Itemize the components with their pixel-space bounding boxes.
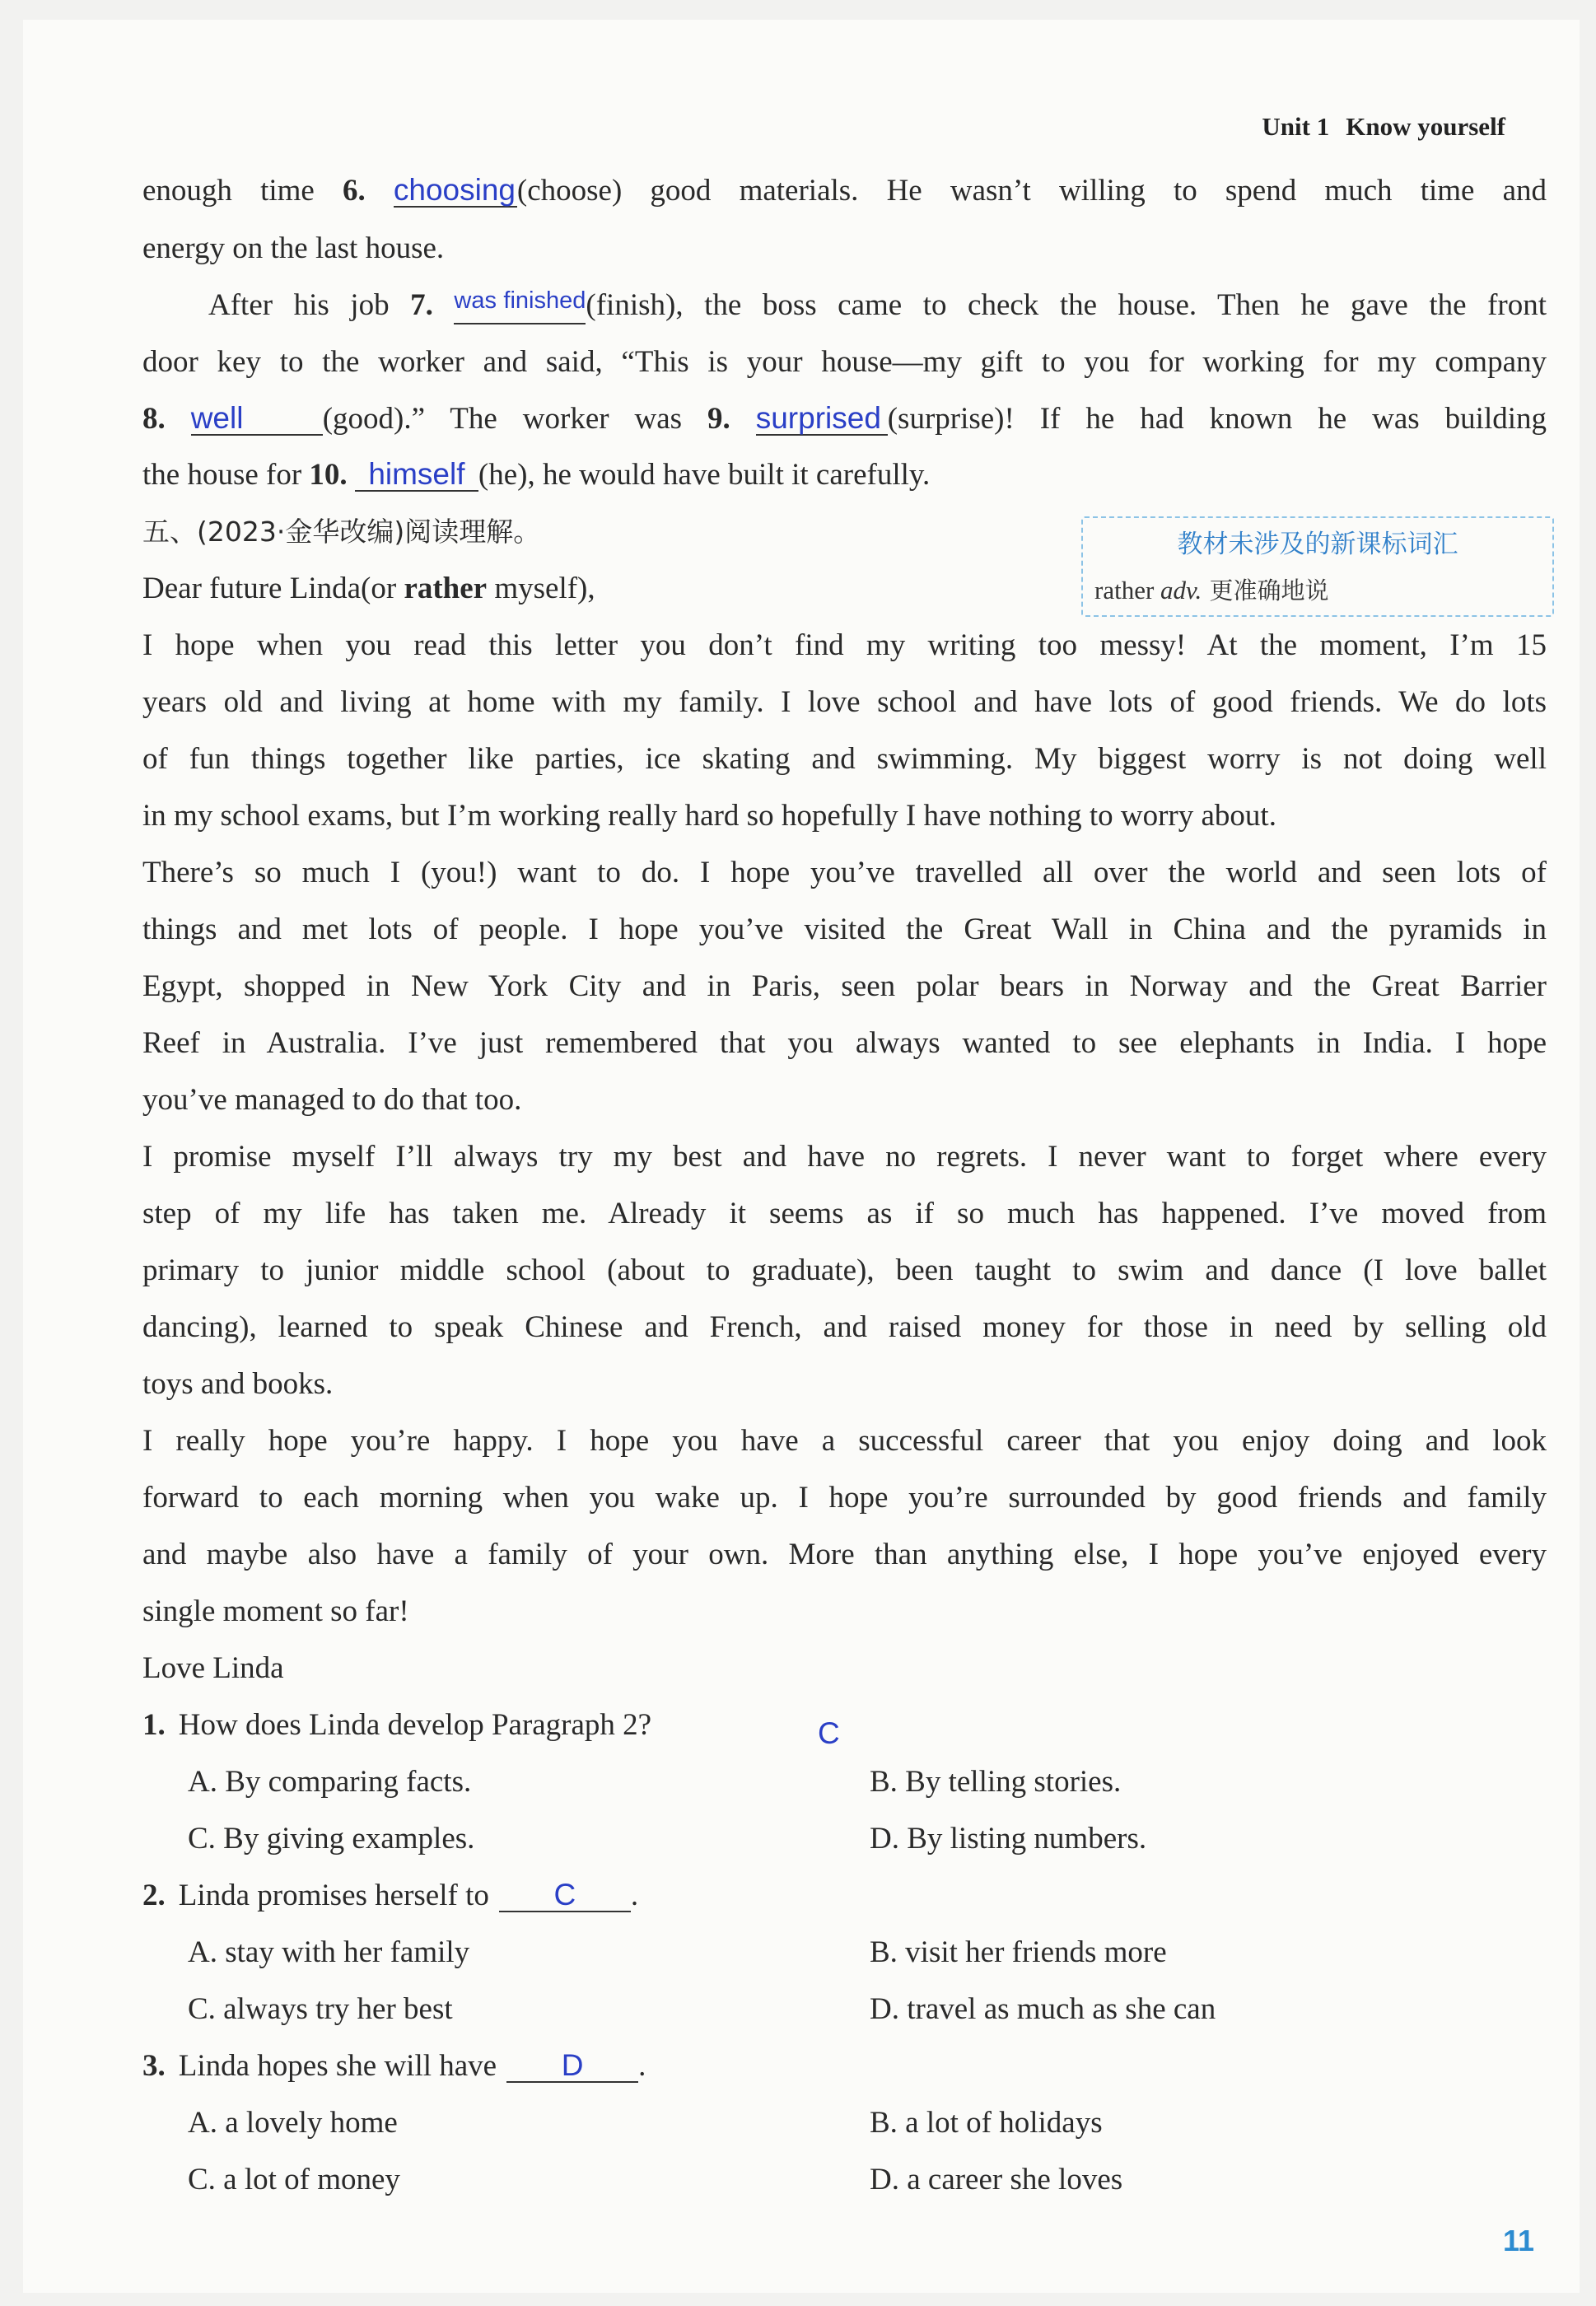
answer-blank-10[interactable]: himself	[355, 459, 478, 492]
vocabulary-entry: rather adv. 更准确地说	[1094, 576, 1329, 605]
letter-line: and maybe also have a family of your own. More than anything else, I hope you’ve enjoyed every	[142, 1538, 1547, 1571]
question-stem: 2. Linda promises herself to C .	[142, 1878, 639, 1912]
answer-option[interactable]: B. By telling stories.	[870, 1765, 1122, 1799]
passage-line: energy on the last house.	[142, 231, 445, 265]
question-stem: 3. Linda hopes she will have D .	[142, 2048, 646, 2083]
letter-line: Reef in Australia. I’ve just remembered that you always wanted to see elephants in India. I hope	[142, 1026, 1547, 1060]
workbook-page	[23, 20, 1580, 2293]
letter-line: I really hope you’re happy. I hope you have a successful career that you enjoy doing and look	[142, 1424, 1547, 1458]
answer-option[interactable]: C. By giving examples.	[188, 1822, 475, 1856]
answer-option[interactable]: A. By comparing facts.	[188, 1765, 472, 1799]
letter-line: dancing), learned to speak Chinese and French, and raised money for those in need by selling old	[142, 1310, 1547, 1344]
letter-line: Egypt, shopped in New York City and in Paris, seen polar bears in Norway and the Great Barrier	[142, 969, 1547, 1003]
answer-option[interactable]: B. visit her friends more	[870, 1935, 1167, 1969]
unit-header	[1245, 112, 1505, 142]
letter-line: toys and books.	[142, 1367, 334, 1401]
answer-blank[interactable]: C	[499, 1879, 631, 1912]
letter-line: I hope when you read this letter you don’t find my writing too messy! At the moment, I’m 15	[142, 628, 1547, 662]
answer-blank-9[interactable]: surprised	[756, 403, 888, 436]
letter-line: in my school exams, but I’m working really hard so hopefully I have nothing to worry about.	[142, 799, 1276, 833]
letter-line: There’s so much I (you!) want to do. I hope you’ve travelled all over the world and seen lots of	[142, 856, 1547, 889]
answer-option[interactable]: B. a lot of holidays	[870, 2106, 1103, 2140]
letter-line: primary to junior middle school (about to graduate), been taught to swim and dance (I love ballet	[142, 1253, 1547, 1287]
letter-salutation: Dear future Linda(or rather myself),	[142, 572, 595, 605]
answer-option[interactable]: D. travel as much as she can	[870, 1992, 1216, 2026]
answer-option[interactable]: A. stay with her family	[188, 1935, 470, 1969]
answer-blank[interactable]: D	[506, 2050, 638, 2083]
letter-line: of fun things together like parties, ice skating and swimming. My biggest worry is not doing well	[142, 742, 1547, 776]
section-heading: 五、(2023·金华改编)阅读理解。	[142, 516, 541, 548]
passage-line: enough time 6. choosing(choose) good materials. He wasn’t willing to spend much time and	[142, 173, 1547, 208]
letter-line: you’ve managed to do that too.	[142, 1083, 522, 1117]
vocabulary-box-title: 教材未涉及的新课标词汇	[1177, 530, 1458, 559]
answer-blank-7[interactable]: was finished	[454, 289, 586, 324]
page-number: 11	[1502, 2224, 1534, 2257]
passage-line: the house for 10. himself (he), he would have built it carefully.	[142, 457, 931, 492]
question-stem: 1. How does Linda develop Paragraph 2? C	[142, 1708, 840, 1750]
answer-option[interactable]: C. a lot of money	[188, 2163, 400, 2196]
passage-line: After his job 7. $^{was finished}$(finish), the boss came to check the house. Then he gave the front	[142, 287, 1547, 324]
answer-mark[interactable]: C	[818, 1716, 840, 1750]
letter-line: forward to each morning when you wake up. I hope you’re surrounded by good friends and family	[142, 1481, 1547, 1515]
unit-title: Know yourself	[1346, 112, 1505, 141]
passage-line: 8. well (good).” The worker was 9. surprised (surprise)! If he had known he was building	[142, 401, 1547, 436]
answer-option[interactable]: D. a career she loves	[870, 2163, 1123, 2196]
letter-line: years old and living at home with my family. I love school and have lots of good friends. We do lots	[142, 685, 1547, 719]
answer-blank-6[interactable]: choosing	[393, 173, 516, 207]
answer-option[interactable]: A. a lovely home	[188, 2106, 398, 2140]
answer-option[interactable]: D. By listing numbers.	[870, 1822, 1147, 1856]
letter-line: Love Linda	[142, 1651, 284, 1685]
answer-blank-8[interactable]: well	[191, 403, 323, 436]
passage-line: door key to the worker and said, “This is your house—my gift to you for working for my company	[142, 345, 1547, 379]
letter-line: step of my life has taken me. Already it seems as if so much has happened. I’ve moved from	[142, 1197, 1547, 1230]
vocabulary-box	[1081, 516, 1554, 617]
letter-line: I promise myself I’ll always try my best and have no regrets. I never want to forget where every	[142, 1140, 1547, 1174]
answer-option[interactable]: C. always try her best	[188, 1992, 453, 2026]
letter-line: single moment so far!	[142, 1594, 409, 1628]
letter-line: things and met lots of people. I hope you’ve visited the Great Wall in China and the pyramids in	[142, 913, 1547, 946]
unit-label: Unit 1	[1262, 112, 1330, 141]
